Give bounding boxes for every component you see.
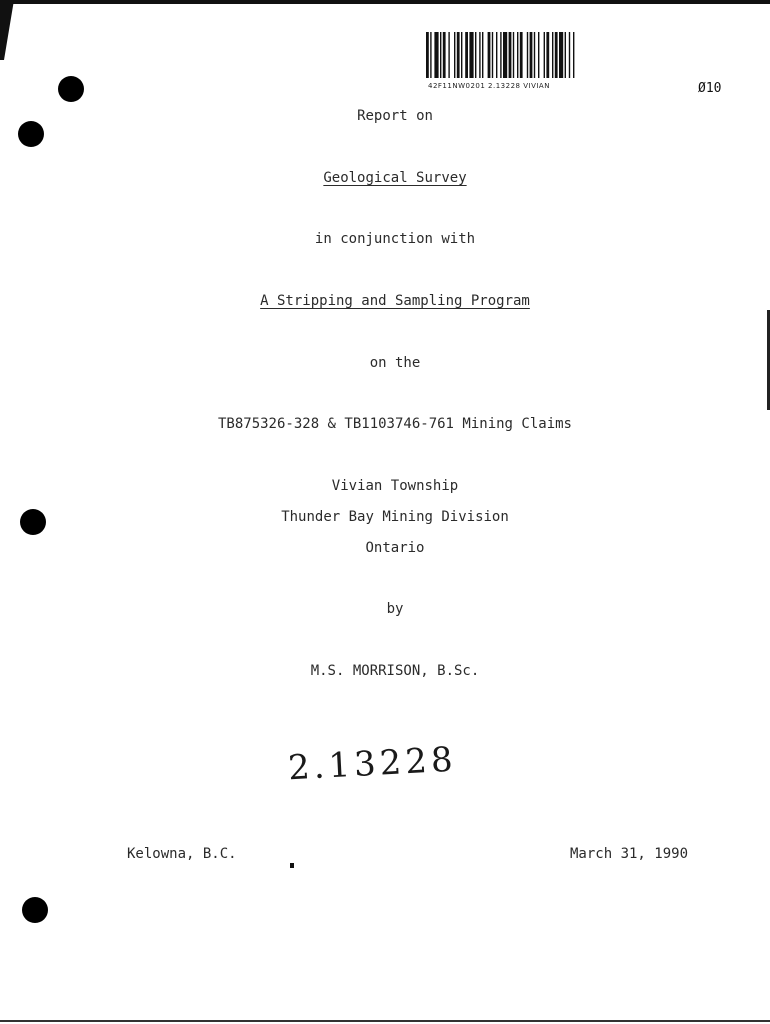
barcode-bar — [434, 32, 438, 78]
barcode-bars — [424, 32, 642, 80]
barcode-bar — [544, 32, 545, 78]
barcode-bar — [426, 32, 429, 78]
barcode-bar — [530, 32, 533, 78]
barcode-bar — [517, 32, 518, 78]
program-title: A Stripping and Sampling Program — [260, 293, 530, 309]
location-text: Kelowna, B.C. — [127, 846, 237, 862]
date-text: March 31, 1990 — [570, 846, 689, 862]
claims-text: TB875326-328 & TB1103746-761 Mining Claims — [217, 416, 572, 432]
author-text: M.S. MORRISON, B.Sc. — [310, 663, 480, 679]
barcode-bar — [565, 32, 566, 78]
barcode-bar — [569, 32, 570, 78]
barcode-bar — [482, 32, 483, 78]
division-text: Thunder Bay Mining Division — [281, 509, 509, 525]
barcode — [424, 32, 642, 92]
conjunction-text: in conjunction with — [314, 231, 476, 247]
barcode-bar — [454, 32, 455, 78]
scan-top-edge — [0, 0, 770, 4]
scan-bottom-edge — [0, 1020, 770, 1022]
barcode-bar — [513, 32, 514, 78]
barcode-bar — [538, 32, 539, 78]
document-number: Ø10 — [698, 81, 722, 96]
barcode-bar — [461, 32, 462, 78]
barcode-bar — [500, 32, 501, 78]
barcode-bar — [527, 32, 528, 78]
barcode-bar — [479, 32, 480, 78]
file-number-stamp: 2.13228 — [287, 739, 458, 789]
ink-speck — [290, 863, 294, 868]
punch-hole-2 — [18, 121, 44, 147]
barcode-bar — [430, 32, 431, 78]
by-text: by — [386, 601, 404, 617]
barcode-bar — [520, 32, 523, 78]
barcode-bar — [496, 32, 497, 78]
barcode-bar — [465, 32, 468, 78]
province-text: Ontario — [365, 540, 425, 556]
barcode-bar — [475, 32, 476, 78]
barcode-bar — [469, 32, 473, 78]
barcode-caption: 42F11NW0201 2.13228 VIVIAN — [428, 82, 550, 90]
township-text: Vivian Township — [331, 478, 459, 494]
barcode-bar — [555, 32, 558, 78]
barcode-bar — [546, 32, 549, 78]
barcode-bar — [509, 32, 512, 78]
barcode-bar — [552, 32, 553, 78]
on-the-text: on the — [369, 355, 421, 371]
barcode-bar — [559, 32, 563, 78]
punch-hole-4 — [22, 897, 48, 923]
barcode-bar — [448, 32, 449, 78]
barcode-bar — [440, 32, 441, 78]
punch-hole-1 — [58, 76, 84, 102]
report-subject: Geological Survey — [323, 170, 467, 186]
scan-corner-mark — [0, 0, 14, 60]
report-heading: Report on — [357, 108, 433, 124]
barcode-bar — [534, 32, 535, 78]
barcode-bar — [573, 32, 574, 78]
barcode-bar — [503, 32, 507, 78]
barcode-bar — [457, 32, 460, 78]
barcode-bar — [488, 32, 491, 78]
barcode-bar — [492, 32, 493, 78]
barcode-bar — [443, 32, 446, 78]
